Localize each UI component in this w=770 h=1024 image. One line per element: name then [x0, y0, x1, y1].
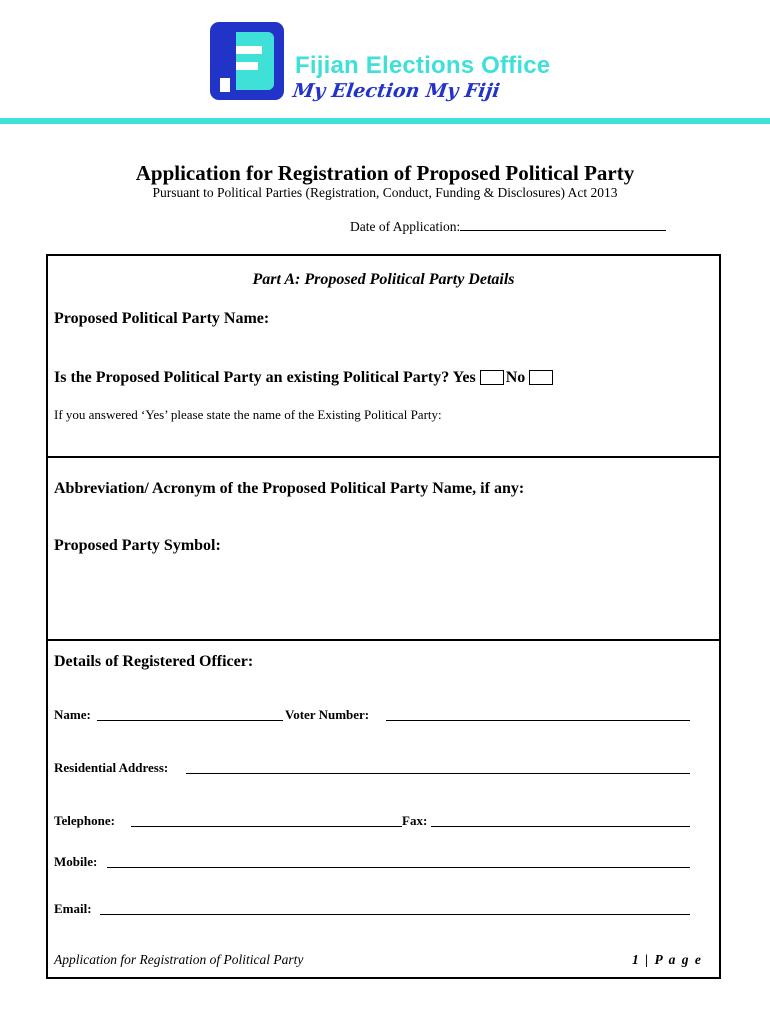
email-label: Email: [54, 901, 92, 916]
existing-party-note: If you answered ‘Yes’ please state the name of the Existing Political Party: [54, 407, 442, 422]
no-label: No [505, 369, 526, 386]
date-field[interactable] [460, 218, 666, 231]
footer-doc-name: Application for Registration of Political Party [54, 952, 304, 967]
existing-question-text: Is the Proposed Political Party an existing Political Party? Yes [54, 369, 476, 386]
header-divider [0, 118, 770, 124]
page-title: Application for Registration of Proposed Political Party [135, 161, 635, 185]
voter-number-field[interactable] [386, 720, 690, 721]
fax-field[interactable] [431, 826, 690, 827]
no-checkbox[interactable] [529, 370, 553, 385]
abbreviation-label: Abbreviation/ Acronym of the Proposed Political Party Name, if any: [54, 480, 525, 497]
section-divider [46, 639, 721, 641]
mobile-field[interactable] [107, 867, 690, 868]
date-of-application [350, 218, 666, 235]
mobile-label: Mobile: [54, 854, 98, 869]
form-frame [46, 254, 721, 979]
fax-label: Fax: [402, 813, 428, 828]
tagline: My Election My Fiji [291, 80, 502, 102]
email-field[interactable] [100, 914, 690, 915]
name-field[interactable] [97, 720, 283, 721]
telephone-label: Telephone: [54, 813, 115, 828]
part-a-heading: Part A: Proposed Political Party Details [252, 271, 515, 288]
name-label: Name: [54, 707, 91, 722]
page-number: 1 [632, 952, 641, 967]
telephone-field[interactable] [131, 826, 402, 827]
page-label: | P a g e [645, 952, 703, 967]
footer-page [632, 952, 702, 968]
existing-party-question [54, 369, 555, 387]
voter-number-label: Voter Number: [285, 707, 370, 722]
address-field[interactable] [186, 773, 690, 774]
date-label: Date of Application: [350, 219, 461, 234]
address-label: Residential Address: [54, 760, 169, 775]
yes-checkbox[interactable] [480, 370, 504, 385]
page-subtitle: Pursuant to Political Parties (Registration, Conduct, Funding & Disclosures) Act 2013 [152, 185, 618, 200]
officer-heading: Details of Registered Officer: [54, 653, 254, 670]
feo-logo [210, 22, 284, 100]
party-name-label: Proposed Political Party Name: [54, 310, 270, 327]
org-name: Fijian Elections Office [295, 52, 551, 79]
section-divider [46, 456, 721, 458]
party-symbol-label: Proposed Party Symbol: [54, 537, 221, 554]
